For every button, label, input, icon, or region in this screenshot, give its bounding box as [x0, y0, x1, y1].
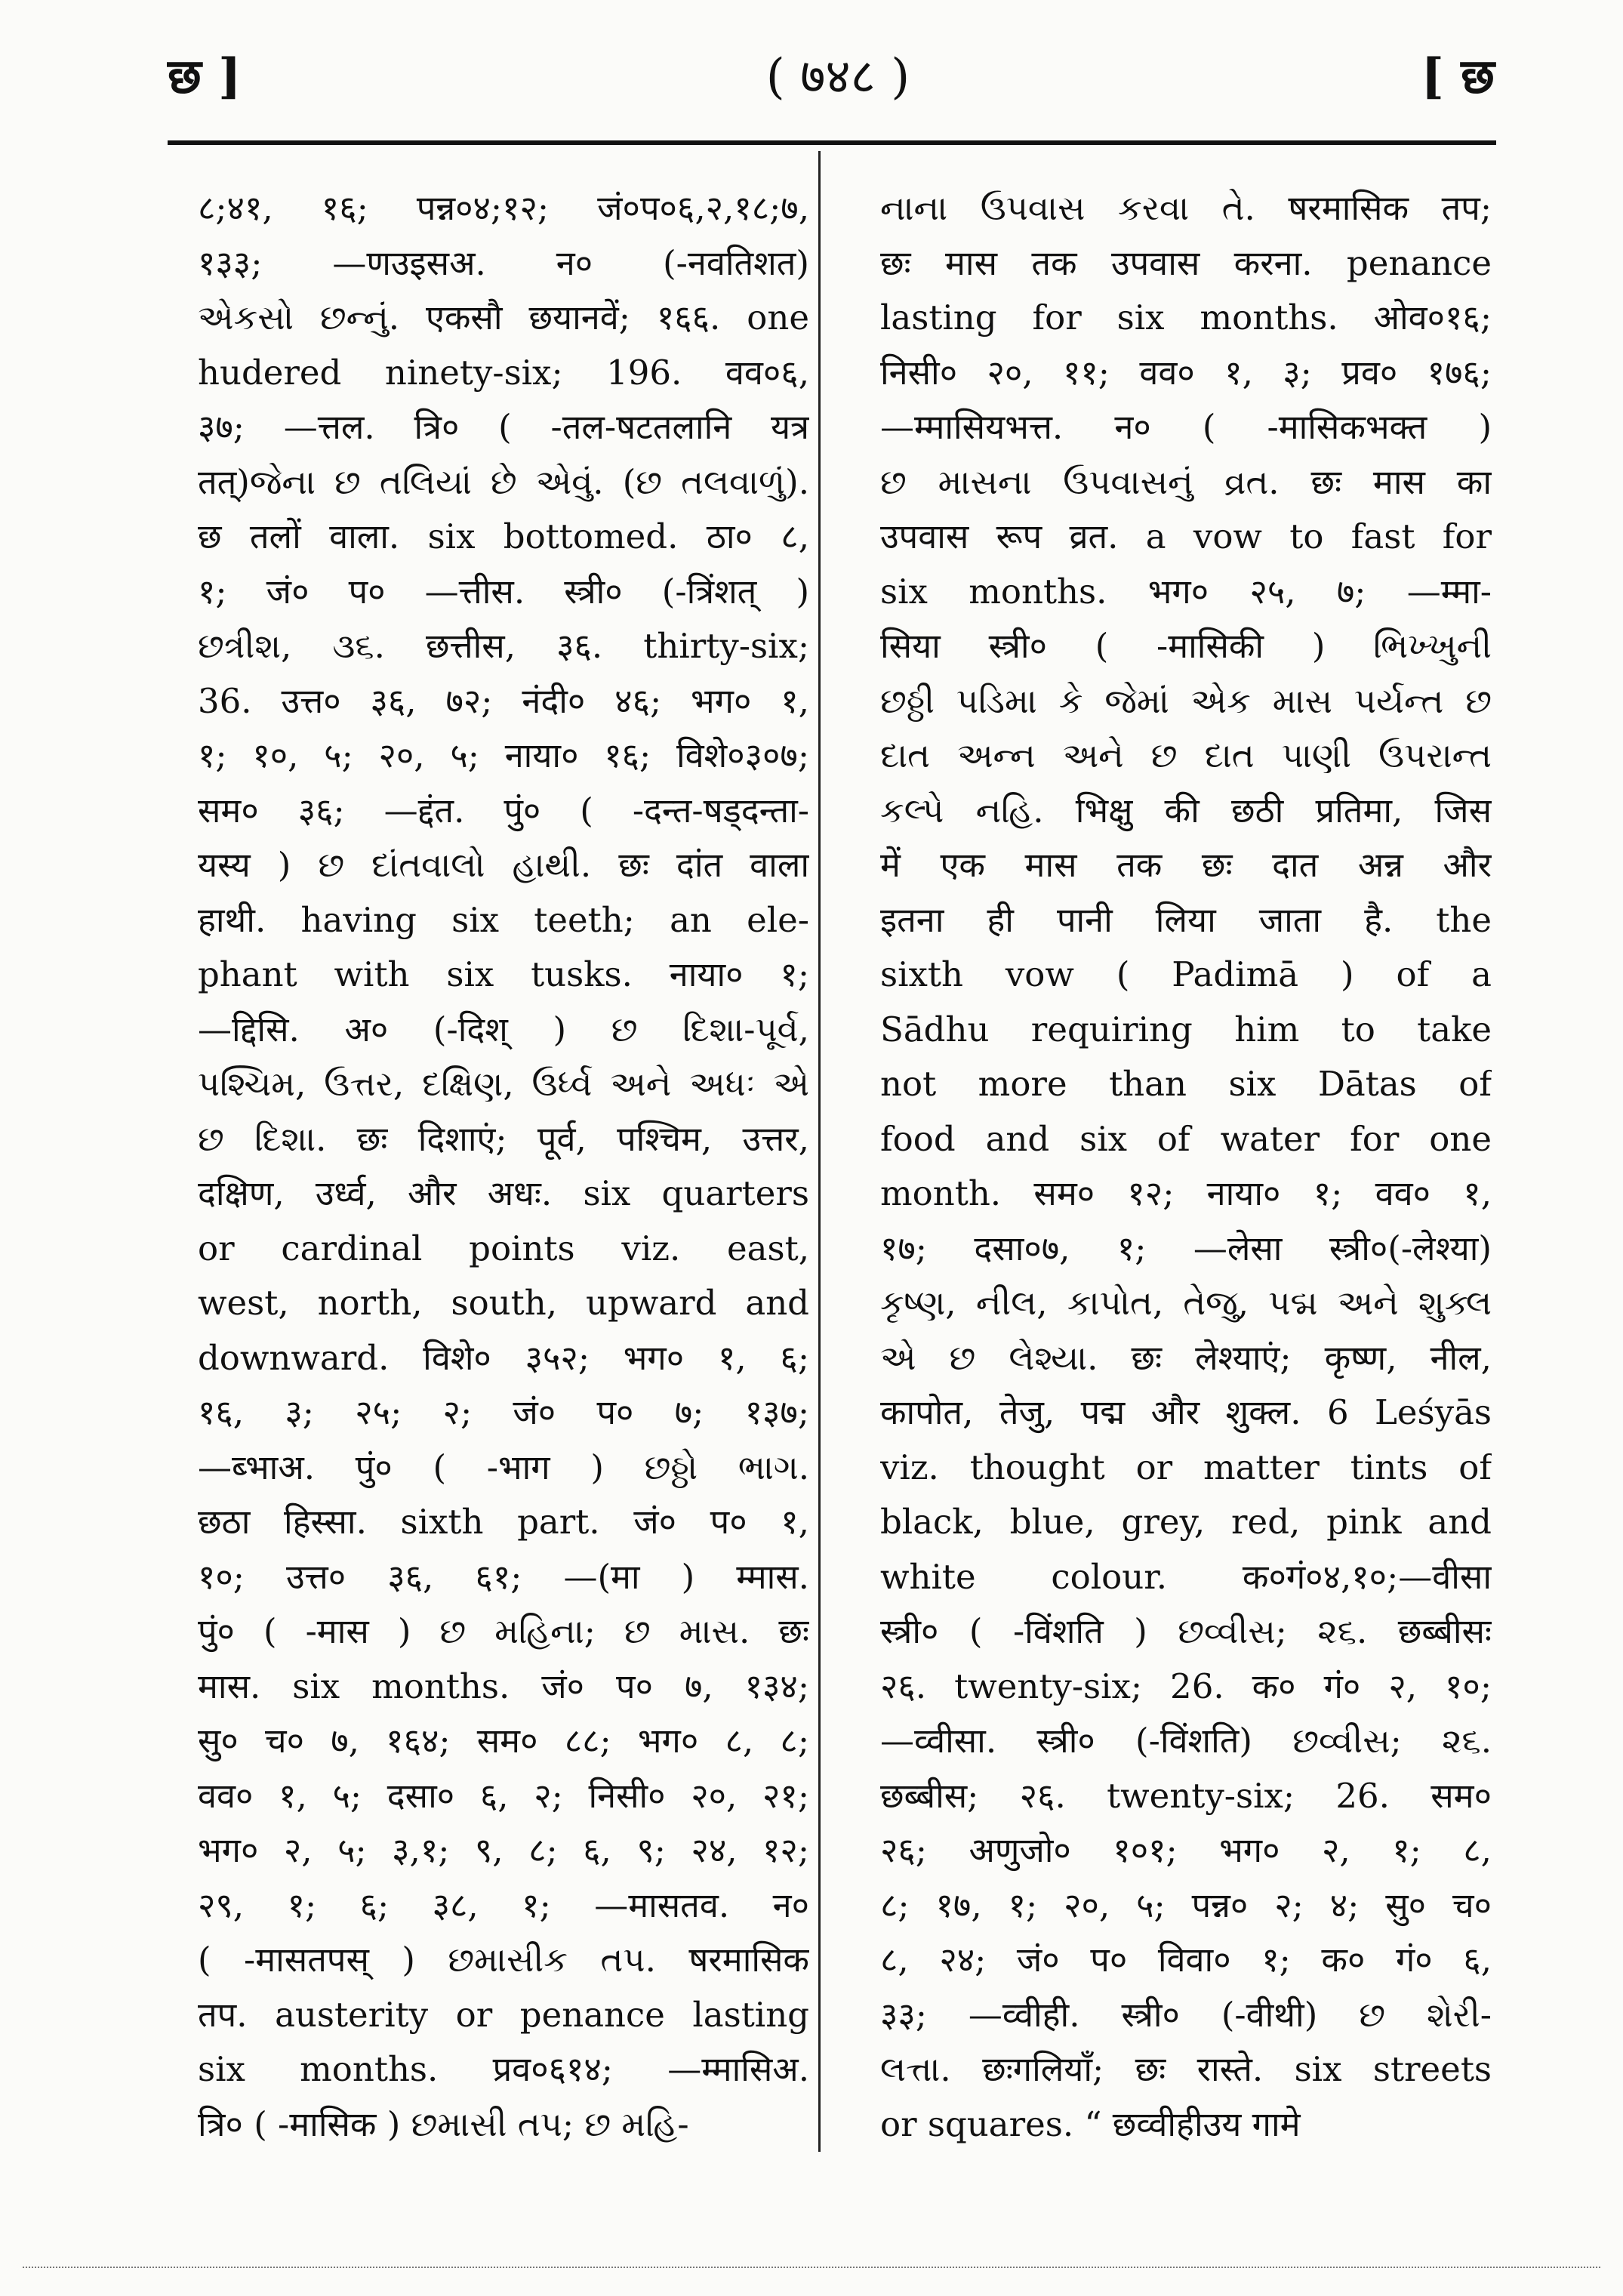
- left-column-line: ८;४१, १६; पन्न०४;१२; जं०प०६,२,१८;७,: [198, 188, 809, 228]
- left-column-line: છત્રીશ, ૩૬. छत्तीस, ३६. thirty-six;: [198, 626, 809, 666]
- left-column-line: हाथी. having six teeth; an ele-: [198, 899, 809, 940]
- left-column-line: भग० २, ५; ३,१; ९, ८; ६, ९; २४, १२;: [198, 1830, 809, 1870]
- right-column-line: black, blue, grey, red, pink and: [880, 1502, 1492, 1542]
- right-column-line: २६; अणुजो० १०१; भग० २, १; ८,: [880, 1830, 1492, 1870]
- left-column-line: —द्दिसि. अ० (-दिश् ) છ દિશા-પૂર્વ,: [198, 1009, 809, 1049]
- left-column-line: पुं० ( -मास ) છ મહિના; છ માસ. छः: [198, 1611, 809, 1651]
- right-column-line: કલ્પે નહિ. भिक्षु की छठी प्रतिमा, जिस: [880, 790, 1492, 831]
- right-column-line: २६. twenty-six; 26. क० गं० २, १०;: [880, 1666, 1492, 1706]
- right-column-line: lasting for six months. ओव०१६;: [880, 297, 1492, 337]
- right-column-line: छब्बीस; २६. twenty-six; 26. सम०: [880, 1775, 1492, 1816]
- right-column-line: viz. thought or matter tints of: [880, 1447, 1492, 1487]
- left-column-line: सम० ३६; —द्दंत. पुं० ( -दन्त-षड्दन्ता-: [198, 790, 809, 831]
- left-column-line: or cardinal points viz. east,: [198, 1228, 809, 1268]
- left-column-line: यस्य ) છ દાંતવાલો હાથી. छः दांत वाला: [198, 845, 809, 885]
- right-column-line: food and six of water for one: [880, 1118, 1492, 1159]
- column-divider: [818, 151, 821, 2152]
- left-column-line: दक्षिण, उर्ध्व, और अधः. six quarters: [198, 1173, 809, 1213]
- left-column-line: १०; उत्त० ३६, ६१; —(मा ) म्मास.: [198, 1556, 809, 1597]
- left-column-line: छठा हिस्सा. sixth part. जं० प० १,: [198, 1502, 809, 1542]
- right-column-line: એ છ લેશ્યા. छः लेश्याएं; कृष्ण, नील,: [880, 1337, 1492, 1378]
- right-column-line: इतना ही पानी लिया जाता है. the: [880, 899, 1492, 940]
- running-head-left: छ ]: [168, 48, 242, 105]
- right-column-line: निसी० २०, ११; वव० १, ३; प्रव० १७६;: [880, 352, 1492, 393]
- left-column-line: phant with six tusks. नाया० १;: [198, 954, 809, 994]
- left-column-line: એકસો છન્નું. एकसौ छयानवें; १६६. one: [198, 297, 809, 337]
- right-column-line: છઠ્ઠી પડિમા કે જેમાં એક માસ પર્યન્ત છ: [880, 680, 1492, 721]
- right-column-line: લત્તા. छःगलियाँ; छः रास्ते. six streets: [880, 2049, 1492, 2089]
- right-column-line: six months. भग० २५, ७; —म्मा-: [880, 571, 1492, 612]
- right-column: [880, 181, 1492, 2152]
- right-column-line: सिया स्त्री० ( -मासिकी ) ભિખ્ખુની: [880, 626, 1492, 666]
- right-column-line: દાત અન્ન અને છ દાત પાણી ઉપરાન્ત: [880, 735, 1492, 775]
- left-column-line: तत्)જેના છ તલિયાં છે એવું. (છ તલવાળું).: [198, 461, 809, 502]
- right-column-line: કૃષ્ણ, નીલ, કાપોત, તેજુ, પદ્મ અને શુક્લ: [880, 1283, 1492, 1323]
- right-column-line: નાના ઉપવાસ કરવા તે. षरमासिक तप;: [880, 188, 1492, 228]
- left-column-line: downward. विशे० ३५२; भग० १, ६;: [198, 1337, 809, 1378]
- right-column-line: or squares. “ छव्वीहीउय गामे: [880, 2103, 1301, 2144]
- right-column-line: not more than six Dātas of: [880, 1064, 1492, 1104]
- left-column-line: मास. six months. जं० प० ७, १३४;: [198, 1666, 809, 1706]
- header-rule: [168, 140, 1496, 145]
- left-column-line: त्रि० ( -मासिक ) છમાસી તપ; છ મહિ-: [198, 2103, 689, 2144]
- right-column-line: ८; १७, १; २०, ५; पन्न० २; ४; सु० च०: [880, 1885, 1492, 1925]
- right-column-line: उपवास रूप व्रत. a vow to fast for: [880, 516, 1492, 556]
- left-column-line: १; १०, ५; २०, ५; नाया० १६; विशे०३०७;: [198, 735, 809, 775]
- left-column-line: 36. उत्त० ३६, ७२; नंदी० ४६; भग० १,: [198, 680, 809, 721]
- left-column: [198, 181, 809, 2152]
- left-column-line: सु० च० ७, १६४; सम० ८८; भग० ८, ८;: [198, 1721, 809, 1761]
- left-column-line: six months. प्रव०६१४; —म्मासिअ.: [198, 2049, 809, 2089]
- right-column-line: છ માસના ઉપવાસનું વ્રત. छः मास का: [880, 461, 1492, 502]
- left-column-line: २९, १; ६; ३८, १; —मासतव. न०: [198, 1885, 809, 1925]
- left-column-line: hudered ninety-six; 196. वव०६,: [198, 352, 809, 393]
- left-column-line: १; जं० प० —त्तीस. स्त्री० (-त्रिंशत् ): [198, 571, 809, 612]
- right-column-line: कापोत, तेजु, पद्म और शुक्ल. 6 Leśyās: [880, 1392, 1492, 1432]
- left-column-line: १६, ३; २५; २; जं० प० ७; १३७;: [198, 1392, 809, 1432]
- left-column-line: तप. austerity or penance lasting: [198, 1994, 809, 2035]
- right-column-line: white colour. क०गं०४,१०;—वीसा: [880, 1556, 1492, 1597]
- left-column-line: ३७; —त्तल. त्रि० ( -तल-षटतलानि यत्र: [198, 407, 809, 447]
- right-column-line: sixth vow ( Padimā ) of a: [880, 954, 1492, 994]
- right-column-line: —म्मासियभत्त. न० ( -मासिकभक्त ): [880, 407, 1492, 447]
- left-column-line: —ब्भाअ. पुं० ( -भाग ) છઠ્ઠો ભાગ.: [198, 1447, 809, 1487]
- right-column-line: १७; दसा०७, १; —लेसा स्त्री०(-लेश्या): [880, 1228, 1492, 1268]
- right-column-line: —व्वीसा. स्त्री० (-विंशति) છવ્વીસ; ૨૬.: [880, 1721, 1492, 1761]
- right-column-line: Sādhu requiring him to take: [880, 1009, 1492, 1049]
- left-column-line: west, north, south, upward and: [198, 1283, 809, 1323]
- right-column-line: ८, २४; जं० प० विवा० १; क० गं० ६,: [880, 1940, 1492, 1980]
- footer-rule: [23, 2267, 1600, 2268]
- left-column-line: १३३; —णउइसअ. न० (-नवतिशत): [198, 242, 809, 283]
- page-number: ( ७४८ ): [765, 49, 910, 105]
- right-column-line: में एक मास तक छः दात अन्न और: [880, 845, 1492, 885]
- right-column-line: छः मास तक उपवास करना. penance: [880, 242, 1492, 283]
- right-column-line: स्त्री० ( -विंशति ) છવ્વીસ; ૨૬. छब्बीसः: [880, 1611, 1492, 1651]
- left-column-line: छ तलों वाला. six bottomed. ठा० ८,: [198, 516, 809, 556]
- left-column-line: પશ્ચિમ, ઉત્તર, દક્ષિણ, ઉર્ધ્વ અને અધઃ એ: [198, 1064, 809, 1104]
- left-column-line: वव० १, ५; दसा० ६, २; निसी० २०, २१;: [198, 1775, 809, 1816]
- left-column-line: ( -मासतपस् ) છમાસીક તપ. षरमासिक: [198, 1940, 809, 1980]
- left-column-line: છ દિશા. छः दिशाएं; पूर्व, पश्चिम, उत्तर,: [198, 1118, 809, 1159]
- running-head-right: [ छ: [1421, 48, 1495, 105]
- right-column-line: month. सम० १२; नाया० १; वव० १,: [880, 1173, 1492, 1213]
- right-column-line: ३३; —व्वीही. स्त्री० (-वीथी) છ શેરી-: [880, 1994, 1492, 2035]
